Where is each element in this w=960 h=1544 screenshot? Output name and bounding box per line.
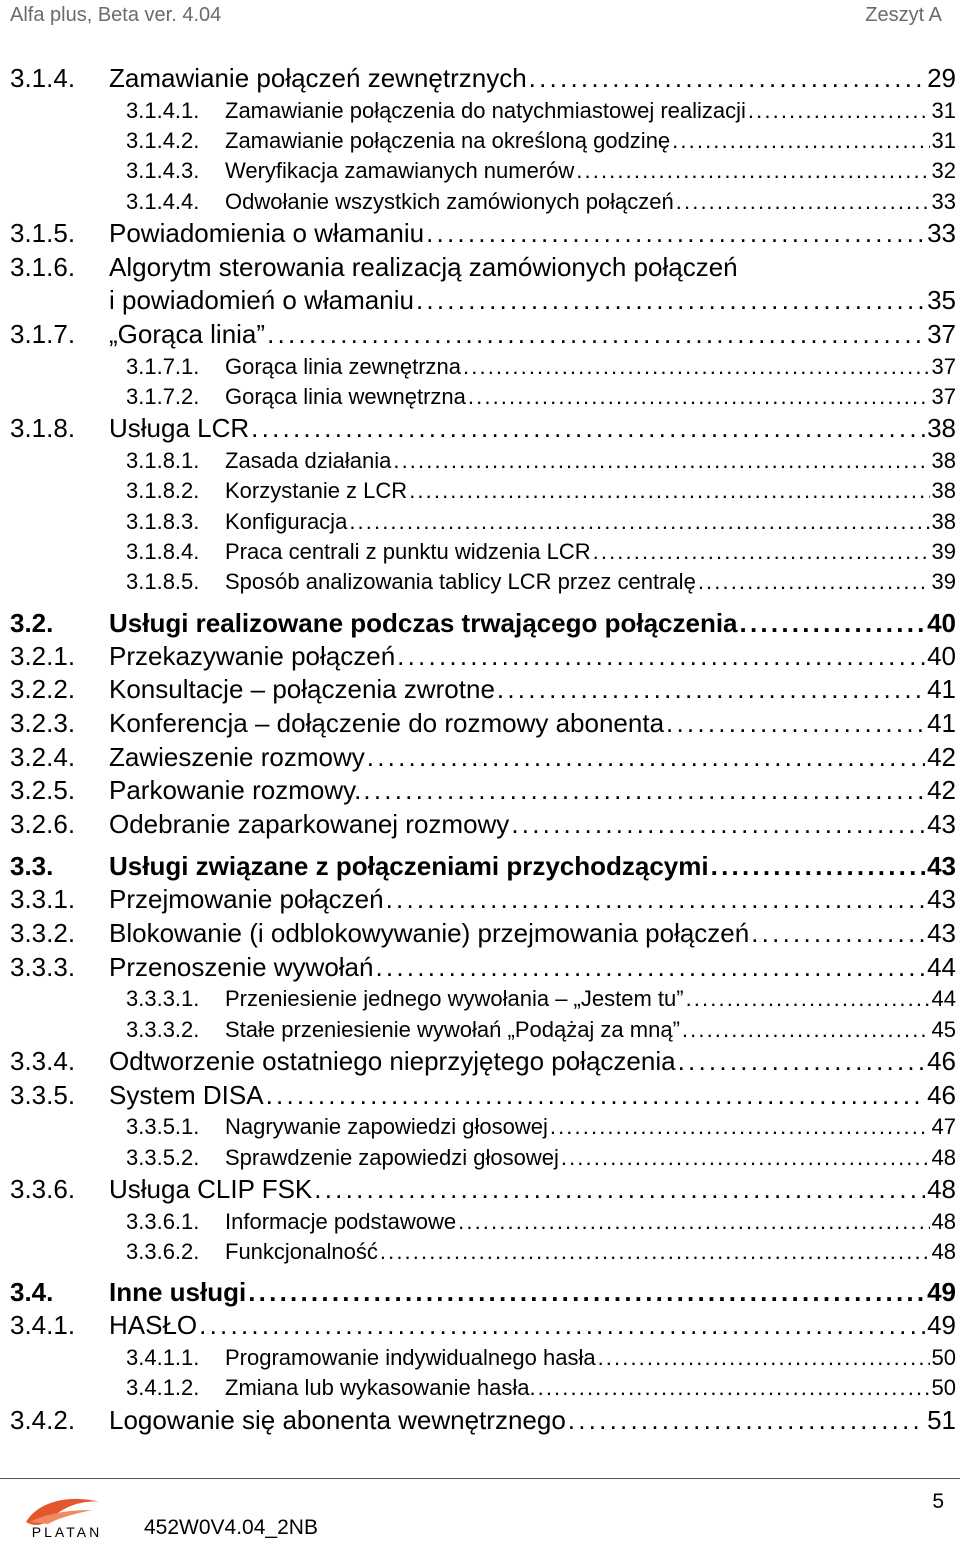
toc-entry-number: 3.2.2. <box>10 674 76 705</box>
toc-entry-page: 50 <box>931 1344 956 1370</box>
toc-dot-leader <box>463 352 930 382</box>
toc-entry-page: 47 <box>931 1114 956 1140</box>
toc-entry-page: 40 <box>927 640 956 671</box>
toc-entry-title: System DISA <box>109 1079 264 1110</box>
toc-entry-page: 38 <box>931 447 956 473</box>
toc-dot-leader <box>251 412 925 446</box>
toc-entry-number: 3.1.4. <box>10 63 76 93</box>
toc-dot-leader <box>416 284 925 318</box>
toc-entry[interactable] <box>10 951 956 985</box>
toc-dot-leader <box>397 640 925 674</box>
toc-entry[interactable] <box>10 707 956 741</box>
toc-entry-title: Przejmowanie połączeń <box>109 884 384 915</box>
toc-entry-title: Sposób analizowania tablicy LCR przez centralę <box>225 569 696 595</box>
toc-entry[interactable] <box>10 251 956 318</box>
toc-entry-page: 31 <box>931 127 956 153</box>
toc-entry-number: 3.3.4. <box>10 1045 76 1076</box>
toc-entry-page: 43 <box>927 884 956 915</box>
table-of-contents <box>10 62 956 1437</box>
toc-dot-leader <box>409 476 929 506</box>
toc-dot-leader <box>349 507 929 537</box>
toc-dot-leader <box>568 1404 925 1438</box>
toc-entry-number: 3.1.8.2. <box>126 478 200 504</box>
toc-entry-title: Odtworzenie ostatniego nieprzyjętego połączenia <box>109 1045 676 1076</box>
toc-entry-title: Usługa CLIP FSK <box>109 1173 313 1204</box>
toc-entry-title: HASŁO <box>109 1310 198 1341</box>
toc-entry-title: Usługa LCR <box>109 413 250 444</box>
toc-dot-leader <box>538 1373 930 1403</box>
platan-logo <box>8 1488 126 1540</box>
toc-entry-number: 3.1.8. <box>10 413 76 444</box>
toc-entry-page: 41 <box>927 708 956 739</box>
toc-entry-number: 3.4.1.2. <box>126 1375 200 1401</box>
toc-entry-number: 3.1.5. <box>10 218 76 249</box>
toc-entry-title: Korzystanie z LCR <box>225 478 408 504</box>
toc-entry-page: 38 <box>931 478 956 504</box>
toc-entry-page: 42 <box>927 775 956 806</box>
toc-entry-page: 48 <box>931 1238 956 1264</box>
toc-entry-title: Informacje podstawowe <box>225 1208 457 1234</box>
toc-dot-leader <box>511 808 925 842</box>
toc-entry-page: 39 <box>931 539 956 565</box>
toc-dot-leader <box>266 1079 925 1113</box>
toc-dot-leader <box>598 1343 930 1373</box>
toc-entry[interactable] <box>10 849 956 883</box>
toc-dot-leader <box>386 883 925 917</box>
toc-entry-page: 43 <box>927 851 956 882</box>
toc-entry-title: Zmiana lub wykasowanie hasła. <box>225 1375 536 1401</box>
toc-entry-number: 3.1.7. <box>10 318 76 349</box>
toc-entry-number: 3.1.4.3. <box>126 158 200 184</box>
toc-entry[interactable] <box>10 126 956 156</box>
toc-dot-leader <box>363 774 925 808</box>
toc-entry-number: 3.2.4. <box>10 741 76 772</box>
toc-dot-leader <box>267 318 925 352</box>
toc-entry-title: Przenoszenie wywołań <box>109 951 374 982</box>
toc-dot-leader <box>380 1237 930 1267</box>
toc-entry[interactable] <box>10 352 956 382</box>
toc-entry-page: 49 <box>927 1277 956 1308</box>
toc-entry[interactable] <box>10 1373 956 1403</box>
toc-entry[interactable] <box>10 187 956 217</box>
toc-entry-number: 3.1.8.1. <box>126 447 200 473</box>
toc-entry-title: Powiadomienia o włamaniu <box>109 218 425 249</box>
toc-entry-title: Zamawianie połączeń zewnętrznych <box>109 63 527 93</box>
toc-entry-page: 44 <box>931 986 956 1012</box>
toc-entry-number: 3.1.8.5. <box>126 569 200 595</box>
toc-entry-number: 3.1.4.4. <box>126 188 200 214</box>
toc-entry-page: 33 <box>931 188 956 214</box>
toc-entry-title: Odwołanie wszystkich zamówionych połączeń <box>225 188 674 214</box>
page-footer <box>0 1480 960 1544</box>
toc-entry-number: 3.3.5. <box>10 1079 76 1110</box>
toc-entry-page: 33 <box>927 218 956 249</box>
toc-entry[interactable] <box>10 774 956 808</box>
toc-entry-page: 43 <box>927 918 956 949</box>
toc-dot-leader <box>314 1173 925 1207</box>
toc-entry-title: Weryfikacja zamawianych numerów <box>225 158 575 184</box>
toc-entry-page: 38 <box>931 508 956 534</box>
toc-entry-number: 3.3.1. <box>10 884 76 915</box>
toc-dot-leader <box>711 849 925 883</box>
toc-entry[interactable] <box>10 1112 956 1142</box>
toc-entry-title: Zawieszenie rozmowy <box>109 741 365 772</box>
toc-dot-leader <box>468 382 930 412</box>
toc-entry-number: 3.3.2. <box>10 918 76 949</box>
toc-dot-leader <box>248 1275 925 1309</box>
toc-entry-title: Przeniesienie jednego wywołania – „Jestem tu” <box>225 986 684 1012</box>
toc-entry-number: 3.3.3.2. <box>126 1016 200 1042</box>
toc-entry[interactable] <box>10 1275 956 1309</box>
toc-entry-title: Parkowanie rozmowy. <box>109 775 362 806</box>
toc-entry-title: Konsultacje – połączenia zwrotne <box>109 674 495 705</box>
toc-entry[interactable] <box>10 1404 956 1438</box>
toc-entry-number: 3.1.4.1. <box>126 97 200 123</box>
toc-entry[interactable] <box>10 673 956 707</box>
toc-dot-leader <box>529 62 925 96</box>
toc-entry-page: 43 <box>927 808 956 839</box>
toc-entry-page: 31 <box>931 97 956 123</box>
toc-entry-title: Zamawianie połączenia na określoną godzinę <box>225 127 671 153</box>
toc-entry[interactable] <box>10 318 956 352</box>
svg-text:PLATAN: PLATAN <box>31 1524 103 1540</box>
toc-entry-number: 3.3.6.1. <box>126 1208 200 1234</box>
toc-entry-page: 46 <box>927 1079 956 1110</box>
toc-dot-leader <box>666 707 925 741</box>
page-header <box>10 0 942 30</box>
toc-dot-leader <box>740 606 926 640</box>
toc-dot-leader <box>550 1112 930 1142</box>
toc-entry-page: 49 <box>927 1310 956 1341</box>
toc-entry-number: 3.3. <box>10 851 54 882</box>
toc-entry-title: „Gorąca linia” <box>109 318 266 349</box>
toc-dot-leader <box>458 1207 929 1237</box>
toc-entry-number: 3.2.5. <box>10 775 76 806</box>
toc-entry-number: 3.1.8.3. <box>126 508 200 534</box>
toc-dot-leader <box>686 984 930 1014</box>
toc-dot-leader <box>497 673 925 707</box>
toc-dot-leader <box>561 1143 930 1173</box>
toc-entry[interactable] <box>10 640 956 674</box>
toc-dot-leader <box>698 567 930 597</box>
toc-entry-page: 40 <box>927 607 956 638</box>
toc-entry-title-continued: i powiadomień o włamaniu <box>109 285 414 316</box>
toc-entry[interactable] <box>10 1343 956 1373</box>
toc-entry[interactable] <box>10 984 956 1014</box>
toc-dot-leader <box>426 217 925 251</box>
toc-entry[interactable] <box>10 1207 956 1237</box>
toc-entry-number: 3.3.6.2. <box>126 1238 200 1264</box>
toc-entry-page: 50 <box>931 1375 956 1401</box>
toc-entry-title: Inne usługi <box>109 1277 247 1308</box>
toc-entry-title: Blokowanie (i odblokowywanie) przejmowania połączeń <box>109 918 750 949</box>
toc-entry-title: Funkcjonalność <box>225 1238 378 1264</box>
page-number: 5 <box>932 1490 944 1513</box>
toc-entry-number: 3.2. <box>10 607 54 638</box>
toc-entry[interactable] <box>10 412 956 446</box>
toc-entry-number: 3.4.2. <box>10 1404 76 1435</box>
toc-dot-leader <box>682 1015 930 1045</box>
toc-entry-number: 3.1.6. <box>10 251 76 282</box>
toc-entry-page: 51 <box>927 1404 956 1435</box>
toc-entry[interactable] <box>10 917 956 951</box>
toc-entry-title: Usługi realizowane podczas trwającego połączenia <box>109 607 738 638</box>
toc-entry-title: Programowanie indywidualnego hasła <box>225 1344 596 1370</box>
toc-entry-title: Usługi związane z połączeniami przychodzącymi <box>109 851 709 882</box>
toc-entry-page: 29 <box>927 63 956 93</box>
toc-entry-page: 32 <box>931 158 956 184</box>
toc-entry-page: 41 <box>927 674 956 705</box>
toc-dot-leader <box>393 446 929 476</box>
header-volume: Zeszyt A <box>865 3 942 26</box>
toc-entry[interactable] <box>10 96 956 126</box>
header-document-title: Alfa plus, Beta ver. 4.04 <box>10 3 222 26</box>
toc-entry[interactable] <box>10 1045 956 1079</box>
toc-dot-leader <box>672 126 929 156</box>
toc-entry-page: 48 <box>931 1208 956 1234</box>
toc-entry-title: Algorytm sterowania realizacją zamówionych połączeń <box>109 251 738 282</box>
toc-dot-leader <box>367 741 925 775</box>
toc-entry-number: 3.2.3. <box>10 708 76 739</box>
toc-entry-title: Przekazywanie połączeń <box>109 640 396 671</box>
toc-entry-title: Konferencja – dołączenie do rozmowy abonenta <box>109 708 665 739</box>
toc-entry-page: 35 <box>927 285 956 316</box>
toc-entry[interactable] <box>10 507 956 537</box>
toc-entry[interactable] <box>10 567 956 597</box>
toc-dot-leader <box>751 917 925 951</box>
toc-entry-title: Gorąca linia zewnętrzna <box>225 353 462 379</box>
toc-entry-title: Zamawianie połączenia do natychmiastowej realizacji <box>225 97 746 123</box>
toc-entry-page: 42 <box>927 741 956 772</box>
toc-entry-page: 37 <box>927 318 956 349</box>
toc-entry-title: Odebranie zaparkowanej rozmowy <box>109 808 510 839</box>
toc-entry-number: 3.3.5.2. <box>126 1144 200 1170</box>
toc-dot-leader <box>199 1309 925 1343</box>
toc-entry[interactable] <box>10 62 956 96</box>
toc-entry[interactable] <box>10 1309 956 1343</box>
toc-entry-page: 39 <box>931 569 956 595</box>
toc-entry-title: Gorąca linia wewnętrzna <box>225 383 466 409</box>
toc-entry-page: 37 <box>931 353 956 379</box>
toc-entry-page: 48 <box>927 1173 956 1204</box>
footer-divider <box>0 1478 960 1479</box>
toc-entry-title: Logowanie się abonenta wewnętrznego <box>109 1404 566 1435</box>
toc-dot-leader <box>375 951 925 985</box>
toc-entry-number: 3.2.6. <box>10 808 76 839</box>
toc-entry-page: 46 <box>927 1045 956 1076</box>
toc-entry-number: 3.3.3. <box>10 951 76 982</box>
toc-entry-number: 3.1.7.1. <box>126 353 200 379</box>
toc-entry-number: 3.4. <box>10 1277 54 1308</box>
toc-dot-leader <box>593 537 930 567</box>
toc-entry-title: Sprawdzenie zapowiedzi głosowej <box>225 1144 559 1170</box>
toc-entry[interactable] <box>10 156 956 186</box>
toc-entry[interactable] <box>10 1015 956 1045</box>
toc-entry[interactable] <box>10 808 956 842</box>
toc-entry-page: 38 <box>927 413 956 444</box>
toc-entry[interactable] <box>10 446 956 476</box>
toc-dot-leader <box>676 187 930 217</box>
toc-entry-page: 48 <box>931 1144 956 1170</box>
toc-entry[interactable] <box>10 382 956 412</box>
toc-entry-title: Praca centrali z punktu widzenia LCR <box>225 539 591 565</box>
toc-entry-page: 44 <box>927 951 956 982</box>
toc-entry-number: 3.4.1. <box>10 1310 76 1341</box>
toc-entry[interactable] <box>10 1143 956 1173</box>
document-code: 452W0V4.04_2NB <box>144 1516 318 1539</box>
toc-entry-page: 37 <box>931 383 956 409</box>
toc-entry[interactable] <box>10 741 956 775</box>
toc-entry-title: Nagrywanie zapowiedzi głosowej <box>225 1114 548 1140</box>
toc-entry[interactable] <box>10 476 956 506</box>
toc-dot-leader <box>678 1045 925 1079</box>
toc-dot-leader <box>748 96 930 126</box>
toc-entry[interactable] <box>10 1079 956 1113</box>
toc-dot-leader <box>576 156 929 186</box>
toc-entry-title: Stałe przeniesienie wywołań „Podążaj za mną” <box>225 1016 680 1042</box>
toc-entry[interactable] <box>10 1173 956 1207</box>
toc-entry[interactable] <box>10 217 956 251</box>
toc-entry-number: 3.1.4.2. <box>126 127 200 153</box>
toc-entry[interactable] <box>10 606 956 640</box>
toc-entry-number: 3.2.1. <box>10 640 76 671</box>
toc-entry-number: 3.3.6. <box>10 1173 76 1204</box>
toc-entry-number: 3.1.8.4. <box>126 539 200 565</box>
toc-entry[interactable] <box>10 1237 956 1267</box>
toc-entry-number: 3.3.3.1. <box>126 986 200 1012</box>
toc-entry-number: 3.1.7.2. <box>126 383 200 409</box>
toc-entry-number: 3.4.1.1. <box>126 1344 200 1370</box>
toc-entry-number: 3.3.5.1. <box>126 1114 200 1140</box>
toc-entry-page: 45 <box>931 1016 956 1042</box>
toc-entry-title: Zasada działania <box>225 447 392 473</box>
toc-entry[interactable] <box>10 883 956 917</box>
toc-entry-title: Konfiguracja <box>225 508 348 534</box>
toc-entry[interactable] <box>10 537 956 567</box>
